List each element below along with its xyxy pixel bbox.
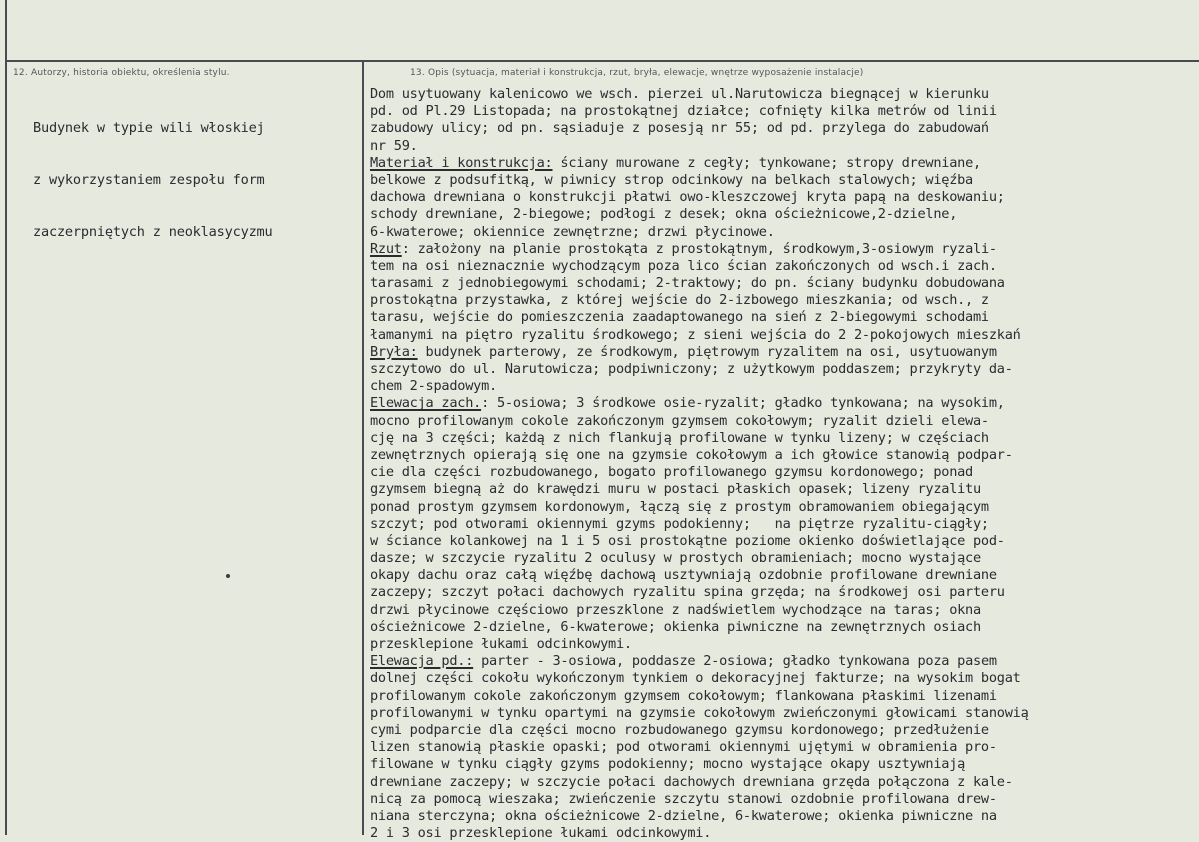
description-line [370, 155, 1196, 172]
building-description [370, 86, 1196, 842]
description-text: ściany murowane z cegły; tynkowane; stropy drewniane, [552, 154, 981, 171]
description-line [370, 756, 1196, 773]
description-text: 2 i 3 osi przesklepione łukami odcinkowymi. [370, 825, 712, 842]
style-line: zaczerpniętych z neoklasycyzmu [33, 223, 273, 240]
description-line [370, 722, 1196, 739]
description-line [370, 791, 1196, 808]
description-line [370, 602, 1196, 619]
description-text: ościeżnicowe 2-dzielne, 6-kwaterowe; okienka piwniczne na zewnętrznych osiach [370, 618, 981, 635]
description-text: schody drewniane, 2-biegowe; podłogi z desek; okna ościeżnicowe,2-dzielne, [370, 206, 958, 223]
style-line: z wykorzystaniem zespołu form [33, 172, 265, 188]
description-text: parter - 3-osiowa, poddasze 2-osiowa; gładko tynkowana poza pasem [473, 653, 997, 670]
section-label: Materiał i konstrukcja: [370, 154, 553, 171]
description-line [370, 499, 1196, 516]
description-text: zewnętrznych opierają się one na gzymsie cokołowym a ich głowice stanowią podpar- [370, 446, 1013, 463]
description-text: nicą za pomocą wieszaka; zwieńczenie szczytu stanowi ozdobnie profilowana drew- [370, 790, 997, 807]
description-line [370, 206, 1196, 223]
left-margin-rule [5, 0, 7, 835]
description-text: niana sterczyna; okna ościeżnicowe 2-dzielne, 6-kwaterowe; okienka piwniczne na [370, 807, 997, 824]
description-line [370, 688, 1196, 705]
description-text: profilowanymi w tynku opartymi na gzymsie cokołowym zwieńczonymi głowicami stanowią [370, 704, 1029, 721]
stray-mark [226, 574, 230, 578]
description-line [370, 653, 1196, 670]
description-text: belkowe z podsufitką, w piwnicy strop odcinkowy na belkach stalowych; więźba [370, 171, 973, 188]
description-line [370, 275, 1196, 292]
description-text: cymi podparcie dla części mocno rozbudowanego gzymsu kordonowego; przedłużenie [370, 721, 989, 738]
description-line [370, 739, 1196, 756]
description-line [370, 550, 1196, 567]
description-text: szczytowo do ul. Narutowicza; podpiwniczony; z użytkowym poddaszem; przykryty da- [370, 361, 1013, 377]
description-text: gzymsem biegną aż do krawędzi muru w postaci płaskich opasek; lizeny ryzalitu [370, 481, 981, 498]
description-line [370, 86, 1196, 103]
description-text: : 5-osiowa; 3 środkowe osie-ryzalit; gładko tynkowana; na wysokim, [481, 395, 1005, 412]
description-text: szczyt; pod otworami okiennymi gzyms podokienny; na piętrze ryzalitu-ciągły; [370, 515, 989, 532]
description-line [370, 309, 1196, 326]
description-text: dasze; w szczycie ryzalitu 2 oculusy w prostych obramieniach; mocno wystające [370, 550, 981, 567]
section-label: Rzut [370, 240, 402, 257]
description-line [370, 636, 1196, 653]
description-line [370, 567, 1196, 584]
section-label: Elewacja zach. [370, 395, 482, 412]
description-text: prostokątna przystawka, z której wejście do 2-izbowego mieszkania; od wsch., z [370, 292, 989, 309]
description-line [370, 344, 1196, 361]
description-text: nr 59. [370, 137, 418, 154]
section-label: Bryła: [370, 343, 418, 360]
description-line [370, 395, 1196, 412]
description-line [370, 224, 1196, 241]
description-text: : założony na planie prostokąta z prostokątnym, środkowym,3-osiowym ryzali- [401, 240, 997, 257]
description-text: dachowa drewniana o konstrukcji płatwi owo-kleszczowej kryta papą na deskowaniu; [370, 189, 1005, 206]
description-line [370, 516, 1196, 533]
description-text: przesklepione łukami odcinkowymi. [370, 636, 632, 652]
description-text: filowane w tynku ciągły gzyms podokienny; mocno wystające okapy usztywniają [370, 756, 966, 773]
description-text: cie dla części rozbudowanego, bogato profilowanego gzymsu kordonowego; ponad [370, 464, 973, 481]
description-line [370, 120, 1196, 137]
description-line [370, 464, 1196, 481]
description-line [370, 705, 1196, 722]
description-line [370, 413, 1196, 430]
description-text: łamanymi na piętro ryzalitu środkowego; z sieni wejścia do 2 2-pokojowych mieszkań [370, 326, 1021, 343]
description-text: 6-kwaterowe; okiennice zewnętrzne; drzwi płycinowe. [370, 223, 775, 240]
description-line [370, 533, 1196, 550]
description-text: okapy dachu oraz całą więźbę dachową usztywniają ozdobnie profilowane drewniane [370, 567, 997, 584]
section-label: Elewacja pd.: [370, 653, 474, 670]
section-13-heading: 13. Opis (sytuacja, materiał i konstrukcja, rzut, bryła, elewacje, wnętrze wyposażenie instalacje) [410, 68, 864, 78]
description-text: pd. od Pl.29 Listopada; na prostokątnej działce; cofnięty kilka metrów od linii [370, 103, 997, 120]
description-text: lizen stanowią płaskie opaski; pod otworami okiennymi ujętymi w obramienia pro- [370, 739, 997, 756]
description-text: tem na osi nieznacznie wychodzącym poza lico ścian zakończonych od wsch.i zach. [370, 257, 997, 274]
description-text: zaczepy; szczyt połaci dachowych ryzalitu spina grzęda; na środkowej osi parteru [370, 584, 1005, 601]
description-text: budynek parterowy, ze środkowym, piętrowym ryzalitem na osi, usytuowanym [417, 343, 997, 360]
description-text: chem 2-spadowym. [370, 378, 497, 395]
description-line [370, 447, 1196, 464]
description-line [370, 172, 1196, 189]
description-line [370, 241, 1196, 258]
description-text: tarasami z jednobiegowymi schodami; 2-traktowy; do pn. ściany budynku dobudowana [370, 275, 1005, 292]
description-text: zabudowy ulicy; od pn. sąsiaduje z posesją nr 55; od pd. przylega do zabudowań [370, 120, 989, 137]
description-text: drewniane zaczepy; w szczycie połaci dachowych drewniana grzęda połączona z kale- [370, 773, 1013, 790]
description-line [370, 825, 1196, 842]
description-line [370, 481, 1196, 498]
description-text: cję na 3 części; każdą z nich flankują profilowane w tynku lizeny; w częściach [370, 429, 989, 446]
description-line [370, 670, 1196, 687]
description-text: tarasu, wejście do pomieszczenia zaadaptowanego na sień z 2-biegowymi schodami [370, 309, 989, 326]
column-divider [362, 62, 364, 835]
style-description [33, 86, 358, 275]
description-text: dolnej części cokołu wykończonym tynkiem o dekoracyjnej fakturze; na wysokim bogat [370, 670, 1021, 687]
description-line [370, 138, 1196, 155]
header-rule [5, 60, 1199, 62]
description-line [370, 292, 1196, 309]
section-12-heading: 12. Autorzy, historia obiektu, określenia stylu. [13, 68, 230, 78]
description-line [370, 189, 1196, 206]
description-line [370, 584, 1196, 601]
description-line [370, 774, 1196, 791]
description-text: Dom usytuowany kalenicowo we wsch. pierzei ul.Narutowicza biegnącej w kierunku [370, 86, 989, 102]
description-text: ponad prostym gzymsem kordonowym, łączą się z prostym obramowaniem obiegającym [370, 498, 989, 515]
description-line [370, 430, 1196, 447]
description-line [370, 327, 1196, 344]
description-text: drzwi płycinowe częściowo przeszklone z nadświetlem wychodzące na taras; okna [370, 601, 981, 618]
description-line [370, 361, 1196, 378]
description-line [370, 808, 1196, 825]
description-text: mocno profilowanym cokole zakończonym gzymsem cokołowym; ryzalit dzieli elewa- [370, 412, 989, 429]
description-line [370, 378, 1196, 395]
description-line [370, 103, 1196, 120]
description-text: w ściance kolankowej na 1 i 5 osi prostokątne poziome okienko doświetlające pod- [370, 532, 1005, 549]
description-line [370, 619, 1196, 636]
style-line: Budynek w typie wili włoskiej [33, 120, 265, 137]
description-line [370, 258, 1196, 275]
description-text: profilowanym cokole zakończonym gzymsem cokołowym; flankowana płaskimi lizenami [370, 687, 997, 704]
